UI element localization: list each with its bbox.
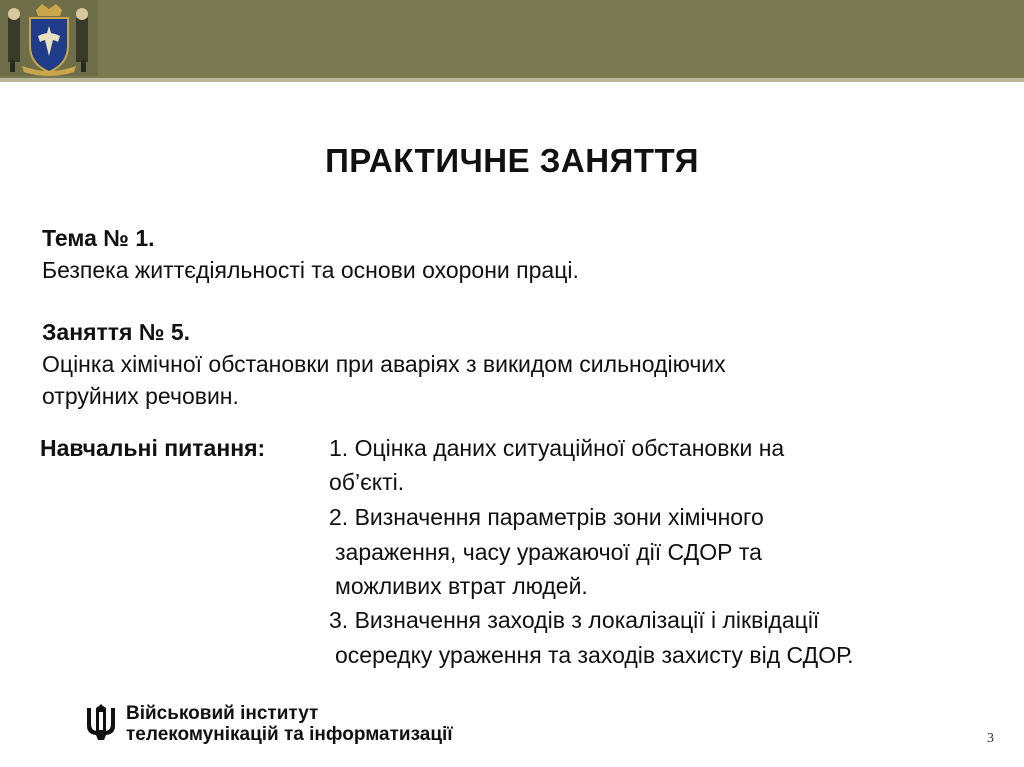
institute-line: телекомунікацій та інформатизації — [126, 724, 453, 745]
question-line: 3. Визначення заходів з локалізації і ліквідації — [329, 607, 820, 633]
topic-text: Безпека життєдіяльності та основи охорони праці. — [42, 257, 579, 283]
institute-name — [126, 703, 453, 745]
question-line: об’єкті. — [329, 469, 405, 495]
question-line: можливих втрат людей. — [335, 573, 588, 599]
question-line: 1. Оцінка даних ситуаційної обстановки на — [329, 435, 785, 461]
header-divider — [0, 78, 1024, 82]
lesson-text-line: отруйних речовин. — [42, 383, 239, 409]
lesson-block — [42, 316, 726, 412]
lesson-text-line: Оцінка хімічної обстановки при аваріях з викидом сильнодіючих — [42, 351, 726, 377]
trident-icon — [84, 704, 118, 740]
page-number: 3 — [987, 731, 994, 746]
question-line: зараження, часу уражаючої дії СДОР та — [335, 539, 762, 565]
header-bar — [0, 0, 1024, 78]
coat-of-arms-icon — [0, 0, 98, 76]
topic-block — [42, 222, 579, 286]
question-line: 2. Визначення параметрів зони хімічного — [329, 504, 764, 530]
slide-title: ПРАКТИЧНЕ ЗАНЯТТЯ — [325, 142, 699, 179]
questions-label: Навчальні питання: — [40, 435, 266, 461]
lesson-heading: Заняття № 5. — [42, 319, 191, 345]
question-line: осередку ураження та заходів захисту від СДОР. — [335, 642, 854, 668]
topic-heading: Тема № 1. — [42, 225, 155, 251]
institute-line: Військовий інститут — [126, 703, 319, 724]
